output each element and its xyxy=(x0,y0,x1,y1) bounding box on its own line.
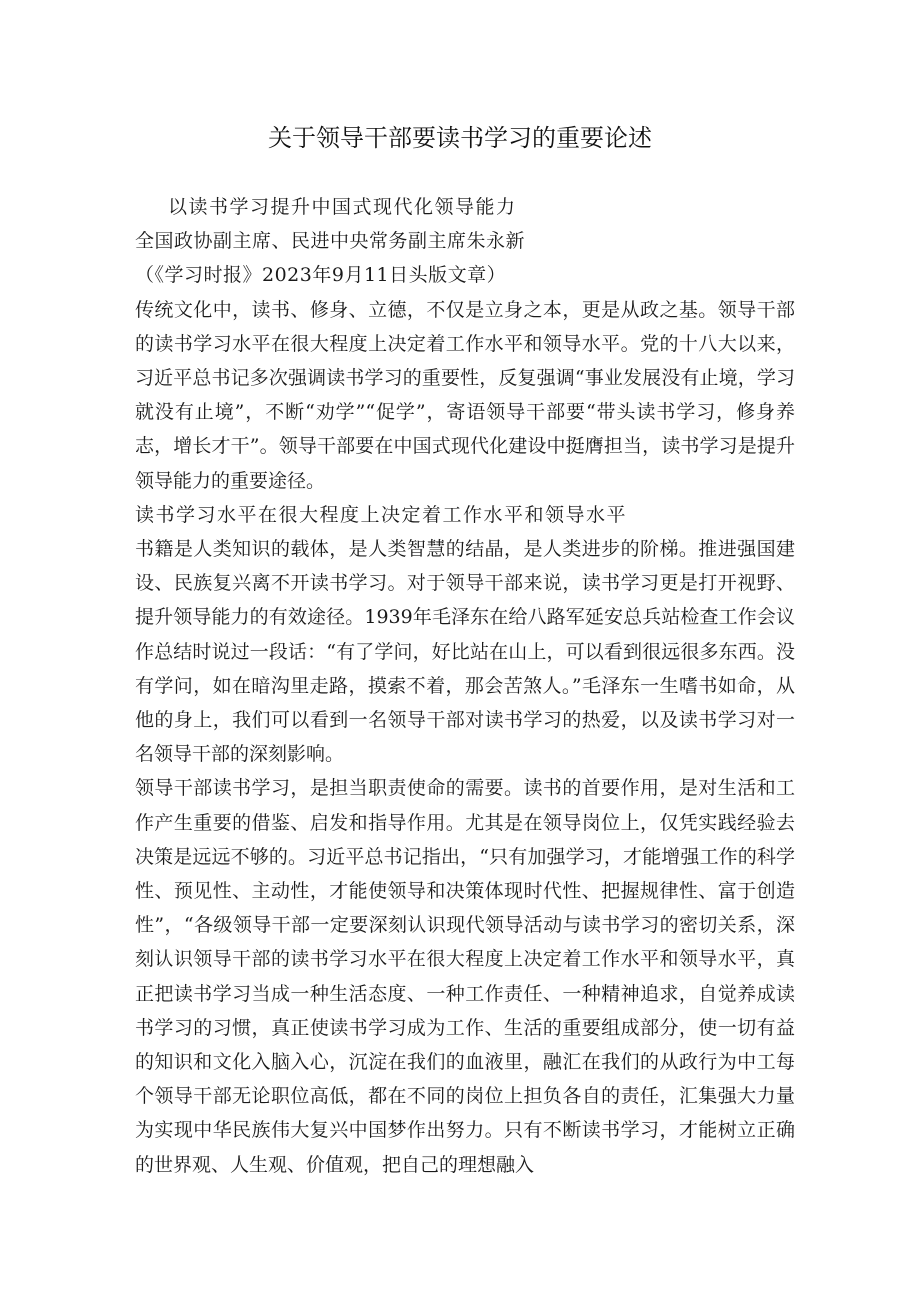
article-author: 全国政协副主席、民进中央常务副主席朱永新 xyxy=(135,230,526,253)
section-heading: 读书学习水平在很大程度上决定着工作水平和领导水平 xyxy=(135,503,628,526)
paragraph-intro: 传统文化中，读书、修身、立德，不仅是立身之本，更是从政之基。领导干部的读书学习水平在很大程度上决定着工作水平和领导水平。党的十八大以来，习近平总书记多次强调读书学习的重要性，反复强调“事业发展没有止境，学习就没有止境”，不断“劝学”“促学”，寄语领导干部要“带头读书学习，修身养志，增长才干”。领导干部要在中国式现代化建设中挺膺担当，读书学习是提升领导能力的重要途径。 xyxy=(135,298,795,492)
article-source: （《学习时报》2023年9月11日头版文章） xyxy=(135,264,507,287)
article-subtitle: 以读书学习提升中国式现代化领导能力 xyxy=(168,196,517,218)
document-body xyxy=(135,190,795,1182)
paragraph-books: 书籍是人类知识的载体，是人类智慧的结晶，是人类进步的阶梯。推进强国建设、民族复兴离不开读书学习。对于领导干部来说，读书学习更是打开视野、提升领导能力的有效途径。1939年毛泽东在给八路军延安总兵站检查工作会议作总结时说过一段话：“有了学问，好比站在山上，可以看到很远很多东西。没有学问，如在暗沟里走路，摸索不着，那会苦煞人。”毛泽东一生嗜书如命，从他的身上，我们可以看到一名领导干部对读书学习的热爱，以及读书学习对一名领导干部的深刻影响。 xyxy=(135,538,795,766)
paragraph-duty: 领导干部读书学习，是担当职责使命的需要。读书的首要作用，是对生活和工作产生重要的借鉴、启发和指导作用。尤其是在领导岗位上，仅凭实践经验去决策是远远不够的。习近平总书记指出，“只有加强学习，才能增强工作的科学性、预见性、主动性，才能使领导和决策体现时代性、把握规律性、富于创造性”，“各级领导干部一定要深刻认识现代领导活动与读书学习的密切关系，深刻认识领导干部的读书学习水平在很大程度上决定着工作水平和领导水平，真正把读书学习当成一种生活态度、一种工作责任、一种精神追求，自觉养成读书学习的习惯，真正使读书学习成为工作、生活的重要组成部分，使一切有益的知识和文化入脑入心，沉淀在我们的血液里，融汇在我们的从政行为中工每个领导干部无论职位高低，都在不同的岗位上担负各自的责任，汇集强大力量为实现中华民族伟大复兴中国梦作出努力。只有不断读书学习，才能树立正确的世界观、人生观、价值观，把自己的理想融入 xyxy=(135,777,795,1176)
document-title: 关于领导干部要读书学习的重要论述 xyxy=(268,124,652,152)
